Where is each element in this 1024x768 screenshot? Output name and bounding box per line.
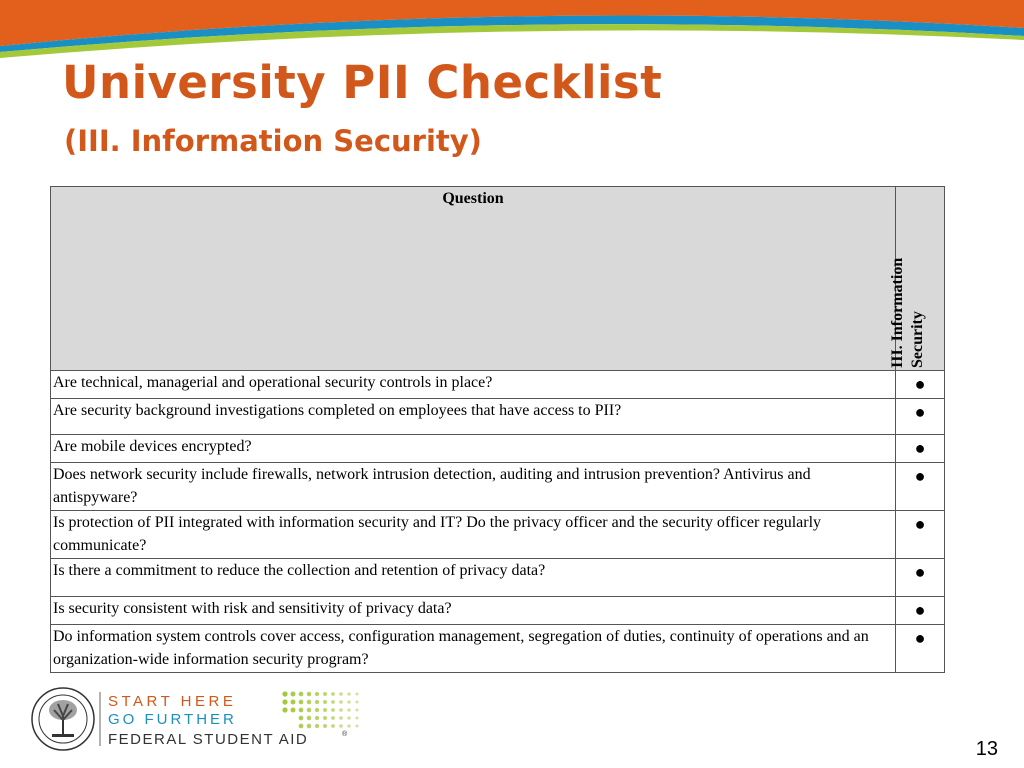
logo-dot (347, 724, 350, 727)
table-header-row (51, 187, 945, 371)
question-cell: Do information system controls cover access, configuration management, segregation of duties, continuity of operations and an organization-wide information security program? (51, 625, 896, 673)
logo-dot (282, 691, 287, 696)
table-row (51, 435, 945, 463)
logo-dot (307, 700, 311, 704)
logo-dot (331, 724, 335, 728)
department-of-education-seal (32, 688, 94, 750)
logo-dot (347, 716, 350, 719)
table-row (51, 596, 945, 624)
logo-dot (355, 700, 358, 703)
question-cell: Does network security include firewalls, network intrusion detection, auditing and intrusion prevention? Antivirus and antispyware? (51, 463, 896, 511)
federal-student-aid-logo (30, 686, 360, 752)
table-row (51, 511, 945, 559)
check-mark: ● (896, 558, 945, 596)
table-row (51, 399, 945, 435)
pii-checklist-table (50, 186, 945, 673)
logo-dot (315, 700, 319, 704)
logo-dot (339, 724, 343, 728)
logo-dot (307, 708, 311, 712)
logo-line-federal-student-aid: FEDERAL STUDENT AID (108, 731, 309, 748)
logo-dot (355, 716, 358, 719)
question-column-header: Question (51, 187, 896, 371)
logo-dot (355, 708, 358, 711)
logo-dot (323, 724, 327, 728)
slide-subtitle: (III. Information Security) (64, 124, 482, 158)
dot-grid-graphic (282, 691, 358, 728)
logo-dot (307, 692, 311, 696)
logo-dot (299, 716, 304, 721)
logo-dot (323, 692, 327, 696)
logo-dot (339, 708, 343, 712)
logo-dot (331, 700, 335, 704)
logo-dot (323, 700, 327, 704)
page-number: 13 (975, 738, 998, 760)
logo-dot (282, 707, 287, 712)
logo-dot (355, 724, 358, 727)
logo-dot (307, 716, 311, 720)
logo-dot (331, 708, 335, 712)
check-mark: ● (896, 596, 945, 624)
logo-dot (355, 692, 358, 695)
logo-dot (291, 692, 296, 697)
check-mark: ● (896, 463, 945, 511)
logo-dot (323, 716, 327, 720)
top-banner (0, 0, 1024, 60)
check-mark: ● (896, 435, 945, 463)
logo-dot (315, 716, 319, 720)
table-row (51, 463, 945, 511)
logo-dot (291, 708, 296, 713)
logo-dot (282, 699, 287, 704)
logo-dot (339, 692, 343, 696)
check-mark: ● (896, 625, 945, 673)
logo-dot (331, 716, 335, 720)
logo-dot (291, 700, 296, 705)
logo-dot (323, 708, 327, 712)
logo-dot (307, 724, 311, 728)
logo-dot (299, 700, 304, 705)
registered-mark: ® (342, 731, 348, 738)
logo-dot (315, 692, 319, 696)
logo-dot (315, 724, 319, 728)
category-header-label: III. Information Security (889, 257, 926, 368)
logo-dot (315, 708, 319, 712)
question-cell: Are security background investigations completed on employees that have access to PII? (51, 399, 896, 435)
logo-dot (331, 692, 335, 696)
check-mark: ● (896, 399, 945, 435)
question-cell: Are technical, managerial and operational security controls in place? (51, 371, 896, 399)
logo-dot (299, 692, 304, 697)
question-cell: Is protection of PII integrated with information security and IT? Do the privacy officer and the security officer regularly communicate? (51, 511, 896, 559)
logo-dot (299, 708, 304, 713)
check-mark: ● (896, 511, 945, 559)
table-row (51, 558, 945, 596)
logo-dot (347, 708, 350, 711)
question-cell: Is there a commitment to reduce the collection and retention of privacy data? (51, 558, 896, 596)
logo-dot (347, 700, 350, 703)
check-mark: ● (896, 371, 945, 399)
slide-title: University PII Checklist (62, 56, 663, 109)
category-column-header (889, 187, 945, 371)
logo-dot (347, 692, 350, 695)
table-row (51, 625, 945, 673)
logo-line-start-here: START HERE (108, 693, 237, 710)
table-row (51, 371, 945, 399)
logo-line-go-further: GO FURTHER (108, 711, 237, 728)
logo-dot (339, 716, 343, 720)
logo-dot (299, 724, 304, 729)
question-cell: Are mobile devices encrypted? (51, 435, 896, 463)
question-cell: Is security consistent with risk and sensitivity of privacy data? (51, 596, 896, 624)
logo-dot (339, 700, 343, 704)
